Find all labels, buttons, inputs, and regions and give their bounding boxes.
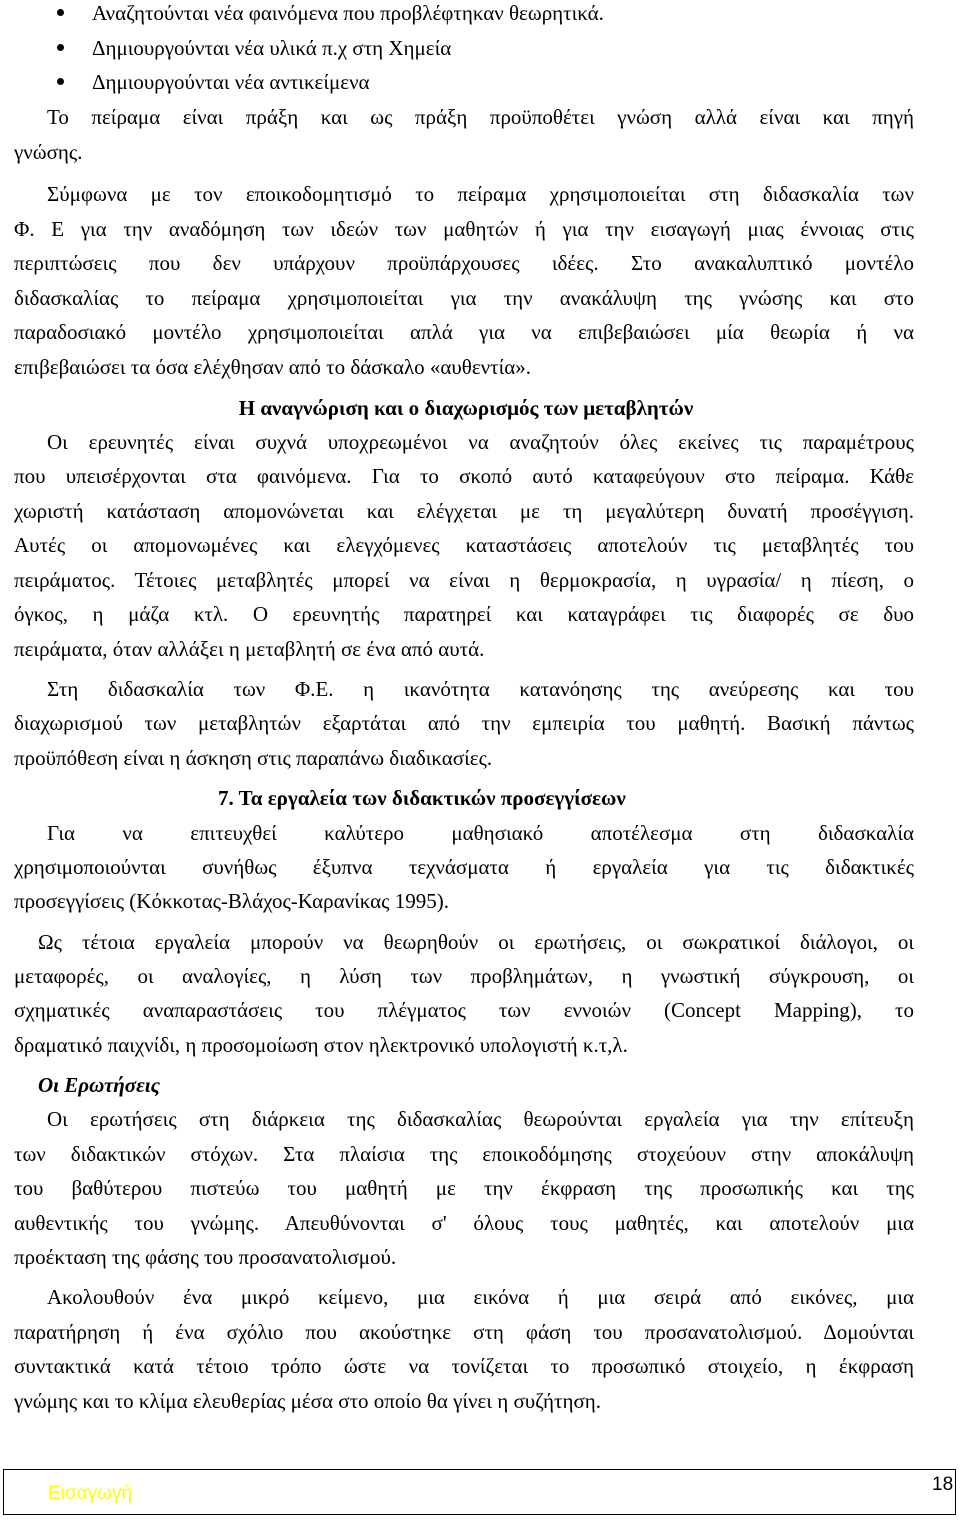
bullet-dot	[57, 44, 64, 51]
paragraph-line: προσεγγίσεις (Κόκκοτας-Βλάχος-Καρανίκας 1995).	[14, 889, 449, 913]
paragraph-line: Σύμφωνα με τον εποικοδομητισμό το πείραμα χρησιμοποιείται στη διδασκαλία των	[47, 182, 914, 206]
paragraph-line: χωριστή κατάσταση απομονώνεται και ελέγχεται με τη μεγαλύτερη δυνατή προσέγγιση.	[14, 499, 914, 523]
paragraph-line: Οι ερωτήσεις στη διάρκεια της διδασκαλίας θεωρούνται εργαλεία για την επίτευξη	[47, 1107, 914, 1131]
paragraph-line: που υπεισέρχονται στα φαινόμενα. Για το σκοπό αυτό καταφεύγουν στο πείραμα. Κάθε	[14, 464, 914, 488]
paragraph-line: Το πείραμα είναι πράξη και ως πράξη προϋποθέτει γνώση αλλά είναι και πηγή	[47, 105, 914, 129]
paragraph-line: συντακτικά κατά τέτοιο τρόπο ώστε να τονίζεται το προσωπικό στοιχείο, η έκφραση	[14, 1354, 914, 1378]
paragraph-line: Αυτές οι απομονωμένες και ελεγχόμενες καταστάσεις αποτελούν τις μεταβλητές του	[14, 533, 914, 557]
paragraph-line: Ως τέτοια εργαλεία μπορούν να θεωρηθούν οι ερωτήσεις, οι σωκρατικοί διάλογοι, οι	[38, 930, 914, 954]
paragraph-line: παρατήρηση ή ένα σχόλιο που ακούστηκε στη φάση του προσανατολισμού. Δομούνται	[14, 1320, 914, 1344]
bullet-dot	[57, 78, 64, 85]
subsection-heading: Οι Ερωτήσεις	[38, 1073, 160, 1097]
paragraph-line: διδασκαλίας το πείραμα χρησιμοποιείται για την ανακάλυψη της γνώσης και στο	[14, 286, 914, 310]
section-heading: Η αναγνώριση και ο διαχωρισμός των μεταβλητών	[238, 396, 694, 420]
paragraph-line: των διδακτικών στόχων. Στα πλαίσια της εποικοδόμησης στοχεύουν στην αποκάλυψη	[14, 1142, 914, 1166]
paragraph-line: Για να επιτευχθεί καλύτερο μαθησιακό αποτέλεσμα στη διδασκαλία	[47, 821, 914, 845]
paragraph-line: όγκος, η μάζα κτλ. Ο ερευνητής παρατηρεί και καταγράφει τις διαφορές σε δυο	[14, 602, 914, 626]
paragraph-line: παραδοσιακό μοντέλο χρησιμοποιείται απλά για να επιβεβαιώσει μία θεωρία ή να	[14, 320, 914, 344]
bullet-item: Δημιουργούνται νέα αντικείμενα	[92, 70, 370, 94]
footer-label: Εισαγωγή	[48, 1483, 133, 1504]
paragraph-line: προέκταση της φάσης του προσανατολισμού.	[14, 1245, 397, 1269]
paragraph-line: Οι ερευνητές είναι συχνά υποχρεωμένοι να αναζητούν όλες εκείνες τις παραμέτρους	[47, 430, 914, 454]
paragraph-line: χρησιμοποιούνται συνήθως έξυπνα τεχνάσματα ή εργαλεία για τις διδακτικές	[14, 855, 914, 879]
paragraph-line: προϋπόθεση είναι η άσκηση στις παραπάνω διαδικασίες.	[14, 746, 493, 770]
paragraph-line: Ακολουθούν ένα μικρό κείμενο, μια εικόνα ή μια σειρά από εικόνες, μια	[47, 1285, 914, 1309]
paragraph-line: περιπτώσεις που δεν υπάρχουν προϋπάρχουσες ιδέες. Στο ανακαλυπτικό μοντέλο	[14, 251, 914, 275]
paragraph-line: του βαθύτερου πιστεύω του μαθητή με την έκφραση της προσωπικής και της	[14, 1176, 914, 1200]
paragraph-line: διαχωρισμού των μεταβλητών εξαρτάται από την εμπειρία του μαθητή. Βασική πάντως	[14, 711, 914, 735]
paragraph-line: γνώμης και το κλίμα ελευθερίας μέσα στο οποίο θα γίνει η συζήτηση.	[14, 1389, 602, 1413]
paragraph-line: Φ. Ε για την αναδόμηση των ιδεών των μαθητών ή για την εισαγωγή μιας έννοιας στις	[14, 217, 914, 241]
paragraph-line: αυθεντικής του γνώμης. Απευθύνονται σ' όλους τους μαθητές, και αποτελούν μια	[14, 1211, 914, 1235]
footer-box	[3, 1469, 956, 1515]
paragraph-line: Στη διδασκαλία των Φ.Ε. η ικανότητα κατανόησης της ανεύρεσης και του	[47, 677, 914, 701]
bullet-dot	[57, 9, 64, 16]
paragraph-line: σχηματικές αναπαραστάσεις του πλέγματος των εννοιών (Concept Mapping), το	[14, 998, 914, 1022]
paragraph-line: πειράματα, όταν αλλάξει η μεταβλητή σε ένα από αυτά.	[14, 637, 485, 661]
paragraph-line: πειράματος. Τέτοιες μεταβλητές μπορεί να είναι η θερμοκρασία, η υγρασία/ η πίεση, ο	[14, 568, 914, 592]
paragraph-line: μεταφορές, οι αναλογίες, η λύση των προβλημάτων, η γνωστική σύγκρουση, οι	[14, 964, 914, 988]
bullet-item: Δημιουργούνται νέα υλικά π.χ στη Χημεία	[92, 36, 452, 60]
paragraph-line: επιβεβαιώσει τα όσα ελέχθησαν από το δάσκαλο «αυθεντία».	[14, 355, 531, 379]
page-number: 18	[932, 1474, 954, 1495]
paragraph-line: γνώσης.	[14, 140, 83, 164]
paragraph-line: δραματικό παιχνίδι, η προσομοίωση στον ηλεκτρονικό υπολογιστή κ.τ,λ.	[14, 1033, 628, 1057]
section-heading: 7. Τα εργαλεία των διδακτικών προσεγγίσεων	[218, 786, 626, 810]
bullet-item: Αναζητούνται νέα φαινόμενα που προβλέφτηκαν θεωρητικά.	[92, 1, 604, 25]
